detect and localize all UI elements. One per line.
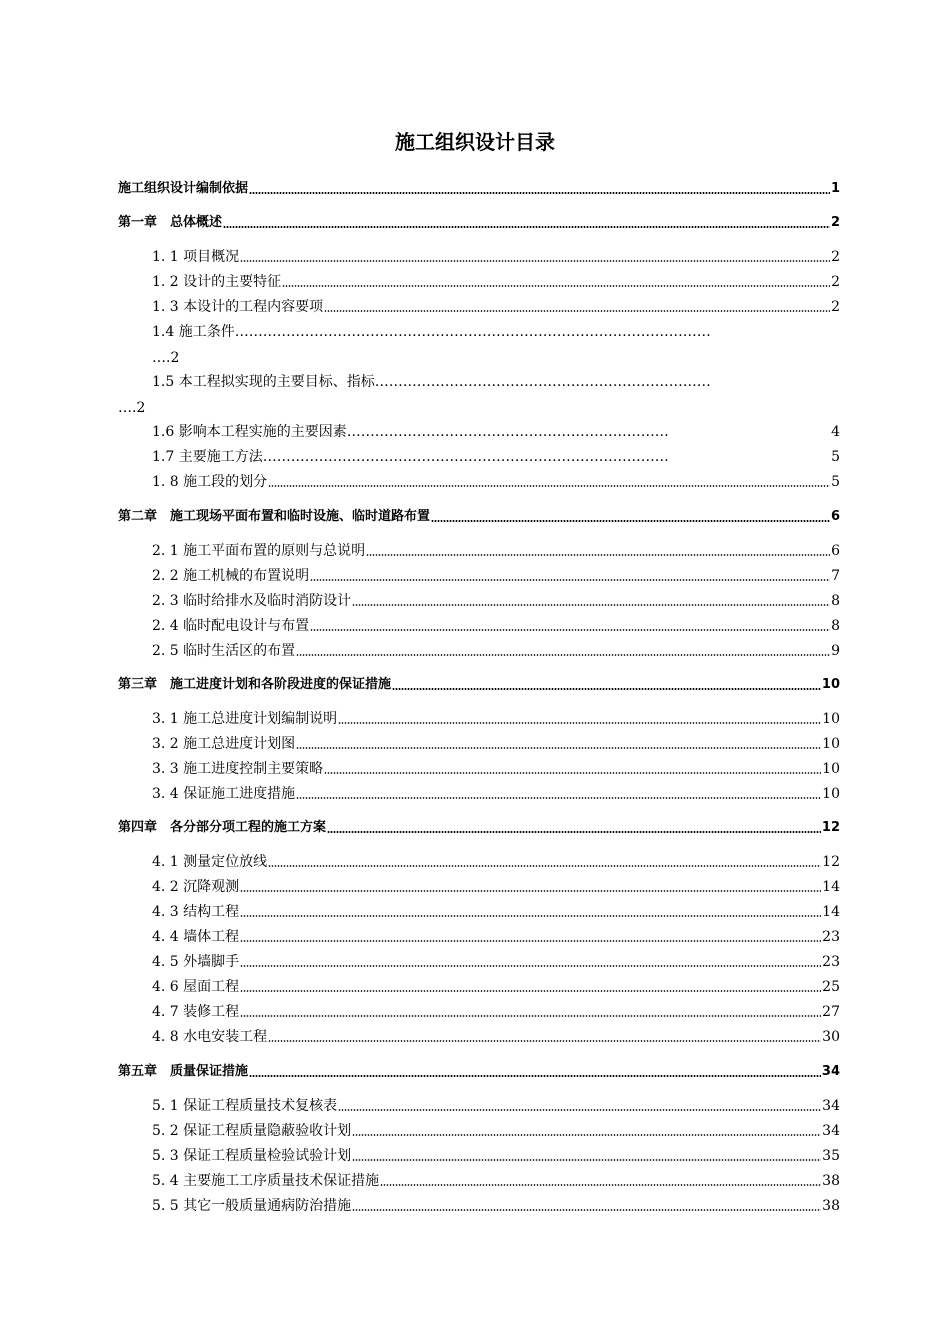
dot-leader bbox=[338, 721, 821, 725]
toc-entry-label: 1.7 主要施工方法…………………………………………………………………………… bbox=[152, 449, 669, 465]
toc-entry-label: 第三章 施工进度计划和各阶段进度的保证措施 bbox=[118, 677, 392, 692]
toc-section-entry-wrapped[interactable] bbox=[118, 369, 840, 421]
toc-section-entry[interactable] bbox=[152, 852, 840, 872]
toc-section-entry[interactable] bbox=[152, 272, 840, 292]
toc-section-entry[interactable] bbox=[152, 616, 840, 636]
toc-chapter-entry[interactable] bbox=[118, 675, 840, 695]
toc-page-number: 25 bbox=[822, 979, 840, 995]
toc-entry-label: 第五章 质量保证措施 bbox=[118, 1064, 249, 1079]
toc-entry-label: 第四章 各分部分项工程的施工方案 bbox=[118, 820, 327, 835]
dot-leader bbox=[431, 519, 830, 523]
toc-page-number: 2 bbox=[830, 215, 840, 230]
toc-page-number: 5 bbox=[831, 449, 840, 465]
toc-section-entry[interactable] bbox=[152, 709, 840, 729]
toc-page-number: 38 bbox=[822, 1198, 840, 1214]
toc-section-entry[interactable] bbox=[152, 784, 840, 804]
page-title: 施工组织设计目录 bbox=[395, 130, 555, 154]
toc-page-number: 14 bbox=[822, 879, 840, 895]
dot-leader bbox=[268, 1039, 821, 1043]
toc-page-number: 5 bbox=[831, 474, 840, 490]
dot-leader bbox=[296, 796, 821, 800]
toc-entry-label: 2. 5 临时生活区的布置 bbox=[152, 643, 296, 659]
toc-page-number: 30 bbox=[822, 1029, 840, 1045]
dot-leader bbox=[324, 309, 830, 313]
toc-page-number: 7 bbox=[831, 568, 840, 584]
toc-entry-line: ….2 bbox=[152, 350, 180, 366]
dot-leader bbox=[338, 1108, 821, 1112]
dot-leader bbox=[240, 939, 821, 943]
toc-page-number: 38 bbox=[822, 1173, 840, 1189]
dot-leader bbox=[296, 746, 821, 750]
dot-leader bbox=[352, 1158, 821, 1162]
toc-entry-label: 3. 3 施工进度控制主要策略 bbox=[152, 761, 324, 777]
dot-leader bbox=[366, 553, 830, 557]
toc-entry-label: 3. 1 施工总进度计划编制说明 bbox=[152, 711, 338, 727]
toc-entry-line: 1.5 本工程拟实现的主要目标、指标……………………………………………………………… bbox=[152, 374, 711, 390]
toc-entry-line: 1.4 施工条件………………………………………………………………………………………… bbox=[152, 324, 711, 340]
toc-page-number: 14 bbox=[822, 904, 840, 920]
toc-chapter-entry[interactable] bbox=[118, 1062, 840, 1082]
toc-section-entry[interactable] bbox=[152, 447, 840, 467]
toc-entry-label: 1. 1 项目概况 bbox=[152, 249, 240, 265]
dot-leader bbox=[352, 603, 830, 607]
toc-entry-label: 2. 2 施工机械的布置说明 bbox=[152, 568, 310, 584]
toc-section-entry[interactable] bbox=[152, 472, 840, 492]
toc-entry-label: 1.6 影响本工程实施的主要因素…………………………………………………………… bbox=[152, 424, 669, 440]
toc-page-number: 8 bbox=[831, 618, 840, 634]
dot-leader bbox=[223, 225, 830, 229]
toc-section-entry[interactable] bbox=[152, 566, 840, 586]
toc-section-entry[interactable] bbox=[152, 877, 840, 897]
toc-entry-label: 4. 8 水电安装工程 bbox=[152, 1029, 268, 1045]
toc-entry-label: 2. 3 临时给排水及临时消防设计 bbox=[152, 593, 352, 609]
dot-leader bbox=[249, 1074, 821, 1078]
dot-leader bbox=[240, 1014, 821, 1018]
toc-entry-label: 4. 5 外墙脚手 bbox=[152, 954, 240, 970]
toc-entry-label: 3. 2 施工总进度计划图 bbox=[152, 736, 296, 752]
toc-section-entry[interactable] bbox=[152, 591, 840, 611]
toc-chapter-entry[interactable] bbox=[118, 179, 840, 199]
toc-entry-label: 施工组织设计编制依据 bbox=[118, 181, 249, 196]
toc-entry-label: 3. 4 保证施工进度措施 bbox=[152, 786, 296, 802]
toc-section-entry[interactable] bbox=[152, 977, 840, 997]
toc-page-number: 34 bbox=[822, 1098, 840, 1114]
toc-entry-label: 4. 6 屋面工程 bbox=[152, 979, 240, 995]
toc-page-number: 12 bbox=[821, 820, 840, 835]
toc-section-entry[interactable] bbox=[152, 759, 840, 779]
toc-page-number: 12 bbox=[822, 854, 840, 870]
toc-page-number: 35 bbox=[822, 1148, 840, 1164]
toc-section-entry-wrapped[interactable] bbox=[152, 319, 840, 371]
toc-section-entry[interactable] bbox=[152, 297, 840, 317]
toc-page-number: 6 bbox=[830, 509, 840, 524]
dot-leader bbox=[352, 1208, 821, 1212]
toc-section-entry[interactable] bbox=[152, 541, 840, 561]
dot-leader bbox=[240, 914, 821, 918]
toc-entry-label: 5. 3 保证工程质量检验试验计划 bbox=[152, 1148, 352, 1164]
toc-page-number: 1 bbox=[830, 181, 840, 196]
toc-entry-label: 2. 4 临时配电设计与布置 bbox=[152, 618, 310, 634]
toc-entry-label: 4. 2 沉降观测 bbox=[152, 879, 240, 895]
toc-chapter-entry[interactable] bbox=[118, 507, 840, 527]
toc-page-number: 2 bbox=[831, 249, 840, 265]
toc-entry-label: 1. 8 施工段的划分 bbox=[152, 474, 268, 490]
toc-section-entry[interactable] bbox=[152, 422, 840, 442]
dot-leader bbox=[352, 1133, 821, 1137]
toc-page-number: 10 bbox=[821, 677, 840, 692]
toc-section-entry[interactable] bbox=[152, 1096, 840, 1116]
toc-section-entry[interactable] bbox=[152, 952, 840, 972]
dot-leader bbox=[268, 484, 830, 488]
dot-leader bbox=[282, 284, 830, 288]
dot-leader bbox=[240, 889, 821, 893]
toc-section-entry[interactable] bbox=[152, 1121, 840, 1141]
dot-leader bbox=[380, 1183, 821, 1187]
toc-entry-label: 4. 4 墙体工程 bbox=[152, 929, 240, 945]
toc-page-number: 23 bbox=[822, 929, 840, 945]
toc-entry-label: 2. 1 施工平面布置的原则与总说明 bbox=[152, 543, 366, 559]
toc-page-number: 6 bbox=[831, 543, 840, 559]
toc-entry-label: 5. 4 主要施工工序质量技术保证措施 bbox=[152, 1173, 380, 1189]
toc-entry-label: 第一章 总体概述 bbox=[118, 215, 223, 230]
toc-section-entry[interactable] bbox=[152, 1146, 840, 1166]
toc-page-number: 2 bbox=[831, 299, 840, 315]
dot-leader bbox=[327, 830, 821, 834]
toc-section-entry[interactable] bbox=[152, 734, 840, 754]
dot-leader bbox=[310, 628, 830, 632]
dot-leader bbox=[240, 259, 830, 263]
toc-page-number: 34 bbox=[821, 1064, 840, 1079]
toc-entry-label: 5. 2 保证工程质量隐蔽验收计划 bbox=[152, 1123, 352, 1139]
toc-page-number: 4 bbox=[831, 424, 840, 440]
toc-section-entry[interactable] bbox=[152, 1196, 840, 1216]
dot-leader bbox=[268, 864, 821, 868]
toc-entry-label: 5. 1 保证工程质量技术复核表 bbox=[152, 1098, 338, 1114]
toc-page-number: 10 bbox=[822, 786, 840, 802]
toc-entry-label: 1. 3 本设计的工程内容要项 bbox=[152, 299, 324, 315]
toc-chapter-entry[interactable] bbox=[118, 213, 840, 233]
dot-leader bbox=[296, 653, 830, 657]
dot-leader bbox=[392, 687, 821, 691]
toc-section-entry[interactable] bbox=[152, 641, 840, 661]
dot-leader bbox=[240, 964, 821, 968]
toc-entry-label: 4. 7 装修工程 bbox=[152, 1004, 240, 1020]
toc-page-number: 27 bbox=[822, 1004, 840, 1020]
toc-page-number: 10 bbox=[822, 761, 840, 777]
toc-section-entry[interactable] bbox=[152, 1027, 840, 1047]
toc-entry-label: 4. 3 结构工程 bbox=[152, 904, 240, 920]
toc-entry-label: 第二章 施工现场平面布置和临时设施、临时道路布置 bbox=[118, 509, 431, 524]
toc-section-entry[interactable] bbox=[152, 247, 840, 267]
toc-entry-label: 4. 1 测量定位放线 bbox=[152, 854, 268, 870]
toc-page-number: 10 bbox=[822, 711, 840, 727]
toc-entry-line: ….2 bbox=[118, 400, 146, 416]
toc-page-number: 8 bbox=[831, 593, 840, 609]
toc-section-entry[interactable] bbox=[152, 927, 840, 947]
toc-page-number: 10 bbox=[822, 736, 840, 752]
toc-chapter-entry[interactable] bbox=[118, 818, 840, 838]
toc-entry-label: 1. 2 设计的主要特征 bbox=[152, 274, 282, 290]
toc-page-number: 34 bbox=[822, 1123, 840, 1139]
toc-section-entry[interactable] bbox=[152, 902, 840, 922]
dot-leader bbox=[310, 578, 830, 582]
toc-page-number: 23 bbox=[822, 954, 840, 970]
dot-leader bbox=[249, 191, 830, 195]
toc-entry-label: 5. 5 其它一般质量通病防治措施 bbox=[152, 1198, 352, 1214]
dot-leader bbox=[324, 771, 821, 775]
dot-leader bbox=[240, 989, 821, 993]
toc-page-number: 2 bbox=[831, 274, 840, 290]
toc-page-number: 9 bbox=[831, 643, 840, 659]
toc-section-entry[interactable] bbox=[152, 1171, 840, 1191]
toc-section-entry[interactable] bbox=[152, 1002, 840, 1022]
